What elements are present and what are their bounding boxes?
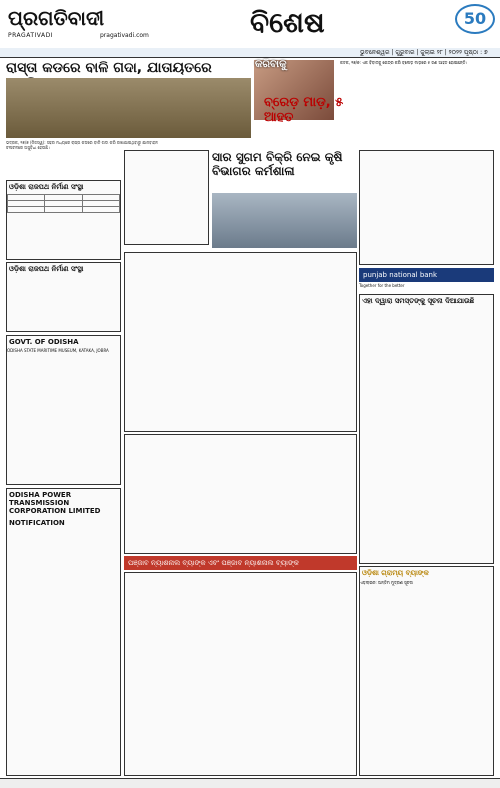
tender-notice-1 (6, 180, 121, 260)
anniversary-badge: 50 (455, 4, 495, 34)
section-title: ବିଶେଷ (250, 6, 325, 39)
bank-ad-subtitle: Together for the better (359, 283, 405, 288)
right-tender (359, 150, 494, 265)
center-tender (124, 252, 357, 432)
center-table-notice (124, 434, 357, 554)
logo-subtitle: PRAGATIVADI (8, 32, 53, 39)
goi-title: GOVT. OF ODISHA (9, 338, 79, 346)
newspaper-logo: ପ୍ରଗତିବାଦୀ (8, 6, 105, 30)
website: pragativadi.com (100, 32, 149, 39)
bank-ad-body (359, 294, 494, 564)
masthead (0, 0, 500, 50)
transmission-notice (6, 488, 121, 776)
tender-title-2: ଓଡ଼ିଶା ରାଜପଥ ନିର୍ମାଣ ସଂସ୍ଥା (9, 265, 84, 273)
goi-notice (6, 335, 121, 485)
tender-title: ଓଡ଼ିଶା ରାଜପଥ ନିର୍ମାଣ ସଂସ୍ଥା (9, 183, 84, 191)
right-story-text: କଟକ, ୨୭/୭: ଏକ ବିବାଦକୁ କେନ୍ଦ୍ର କରି ବ୍ଲେଡ଼ ମାଡ଼ରେ ୫ ଜଣ ଆହତ ହୋଇଛନ୍ତି। (340, 60, 468, 65)
tender-table (7, 194, 120, 213)
right-story-headline-2: ବ୍ରେଡ଼ ମାଡ଼, ୫ ଆହତ (264, 95, 344, 125)
notification-title: NOTIFICATION (9, 519, 65, 527)
bank-ad-header: punjab national bank (359, 268, 494, 282)
lead-headline: ରାସ୍ତା କଡରେ ବାଳି ଗଦା, ଯାତାୟତରେ (6, 60, 212, 76)
footer-strip (0, 778, 500, 788)
dateline: ଭୁବନେଶ୍ୱର | ଗୁରୁବାର | ଜୁଲାଇ ୨୮ | ୨୦୨୨ ପୃଷ୍ଠା : ୭ (0, 48, 500, 58)
gramya-bank-ad (359, 566, 494, 776)
goi-subtitle: ODISHA STATE MARITIME MUSEUM, KATAKA, JOBRA (7, 348, 109, 353)
lead-text: ଭଦ୍ରକ, ୨୭/୭ (ନିଜସ୍ୱ): ସହର ମଧ୍ୟରେ ରାସ୍ତା କଡରେ ବାଳି ଗଦା କରି ରଖାଯାଇଥିବାରୁ ଯାନବାହନ ଚଳାଚଳରେ ଅସୁବିଧା ହେଉଛି। (6, 140, 158, 150)
center-photo (212, 193, 357, 248)
bottom-banner: ପଞ୍ଜାବ ନ୍ୟାଶନାଲ ବ୍ୟାଙ୍କ ଏବଂ ପଞ୍ଜାବ ନ୍ୟାଶନାଲ ବ୍ୟାଙ୍କ (124, 556, 357, 570)
center-bottom-notice (124, 572, 357, 776)
right-story-headline-1: କରିବାକୁ (255, 59, 287, 70)
tender-notice-2 (6, 262, 121, 332)
transmission-title: ODISHA POWER TRANSMISSION CORPORATION LIMITED (9, 491, 101, 515)
rates-box (124, 150, 209, 245)
center-headline: ସାର ସୁଗମ ବିକ୍ରି ନେଇ କୃଷି ବିଭାଗର କର୍ମଶାଳା (212, 150, 343, 178)
gramya-sub: ଏଡ଼ଲାଇନ: ଅନ୍ତିମ ମୁଦ୍ରଣ ସୂଚନା (360, 580, 413, 585)
gramya-title: ଓଡ଼ିଶା ଗ୍ରାମ୍ୟ ବ୍ୟାଙ୍କ (362, 569, 429, 577)
bank-notice: ଏହା ଦ୍ୱାରା ସମସ୍ତଙ୍କୁ ସୂଚନା ଦିଆଯାଉଛି (362, 297, 475, 305)
lead-photo (6, 78, 251, 138)
